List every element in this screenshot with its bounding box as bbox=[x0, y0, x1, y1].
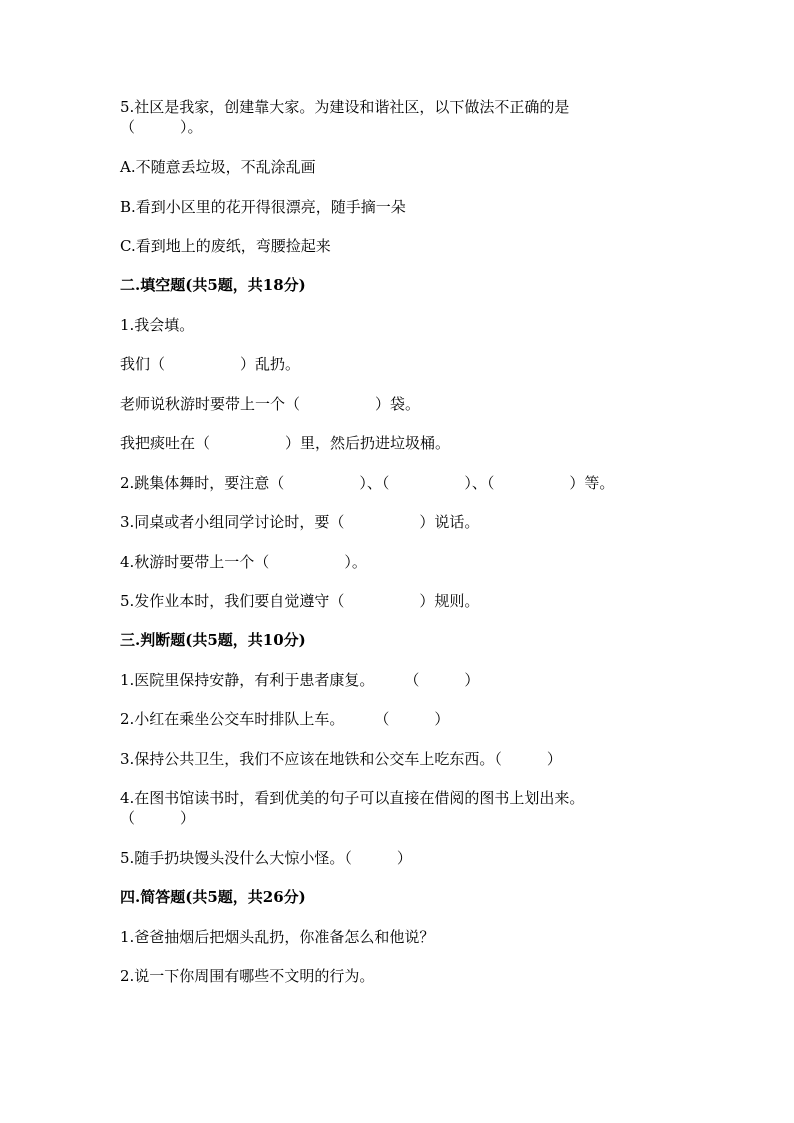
fill-item: 4.秋游时要带上一个（ ）。 bbox=[120, 553, 367, 571]
mc-question-5-line1: 5.社区是我家，创建靠大家。为建设和谐社区，以下做法不正确的是 bbox=[120, 98, 570, 116]
mc-option-c: C.看到地上的废纸，弯腰捡起来 bbox=[120, 237, 331, 255]
fill-item: 5.发作业本时，我们要自觉遵守（ ）规则。 bbox=[120, 592, 480, 610]
fill-item: 3.同桌或者小组同学讨论时，要（ ）说话。 bbox=[120, 513, 480, 531]
section-heading-fill: 二.填空题(共5题，共18分) bbox=[120, 276, 306, 294]
short-answer-item: 1.爸爸抽烟后把烟头乱扔，你准备怎么和他说？ bbox=[120, 928, 435, 946]
fill-item: 2.跳集体舞时，要注意（ ）、（ ）、（ ）等。 bbox=[120, 474, 615, 492]
mc-option-b: B.看到小区里的花开得很漂亮，随手摘一朵 bbox=[120, 198, 406, 216]
mc-question-5-line2: （ ）。 bbox=[120, 118, 203, 136]
mc-option-a: A.不随意丢垃圾，不乱涂乱画 bbox=[120, 158, 316, 176]
section-heading-judge: 三.判断题(共5题，共10分) bbox=[120, 631, 306, 649]
fill-item: 老师说秋游时要带上一个（ ）袋。 bbox=[120, 395, 421, 413]
judge-item: 3.保持公共卫生，我们不应该在地铁和公交车上吃东西。（ ） bbox=[120, 750, 562, 768]
fill-item: 1.我会填。 bbox=[120, 316, 195, 334]
judge-item: 1.医院里保持安静，有利于患者康复。 （ ） bbox=[120, 671, 480, 689]
judge-item: 2.小红在乘坐公交车时排队上车。 （ ） bbox=[120, 710, 450, 728]
fill-item: 我们（ ）乱扔。 bbox=[120, 355, 301, 373]
section-heading-short: 四.简答题(共5题，共26分) bbox=[120, 888, 306, 906]
judge-item: 4.在图书馆读书时，看到优美的句子可以直接在借阅的图书上划出来。 bbox=[120, 789, 585, 807]
short-answer-item: 2.说一下你周围有哪些不文明的行为。 bbox=[120, 967, 375, 985]
fill-item: 我把痰吐在（ ）里，然后扔进垃圾桶。 bbox=[120, 434, 451, 452]
judge-item: 5.随手扔块馒头没什么大惊小怪。（ ） bbox=[120, 849, 412, 867]
judge-item-continuation: （ ） bbox=[120, 809, 196, 827]
